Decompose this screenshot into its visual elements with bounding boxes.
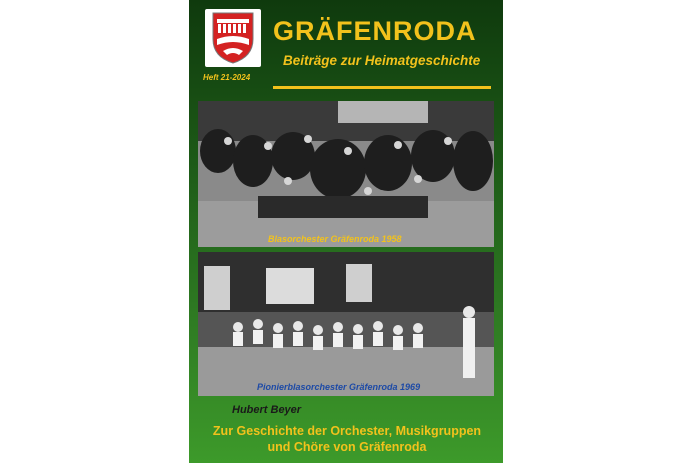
photo-blasorchester-1958 — [198, 101, 494, 247]
title-divider — [273, 86, 491, 89]
book-cover — [189, 0, 503, 463]
photo-caption-2: Pionierblasorchester Gräfenroda 1969 — [257, 382, 421, 392]
issue-number: Heft 21-2024 — [203, 73, 251, 82]
coat-of-arms-icon — [205, 9, 261, 67]
headline-line-1: Zur Geschichte der Orchester, Musikgruppen — [212, 424, 482, 438]
cover-headline — [199, 423, 495, 455]
photo-pionierblasorchester-1969 — [198, 252, 494, 396]
headline-line-2: und Chöre von Gräfenroda — [267, 440, 427, 454]
cover-title: GRÄFENRODA — [273, 16, 477, 46]
cover-subtitle: Beiträge zur Heimatgeschichte — [283, 53, 481, 68]
author-name: Hubert Beyer — [232, 404, 302, 416]
photo-caption-1: Blasorchester Gräfenroda 1958 — [268, 234, 402, 244]
